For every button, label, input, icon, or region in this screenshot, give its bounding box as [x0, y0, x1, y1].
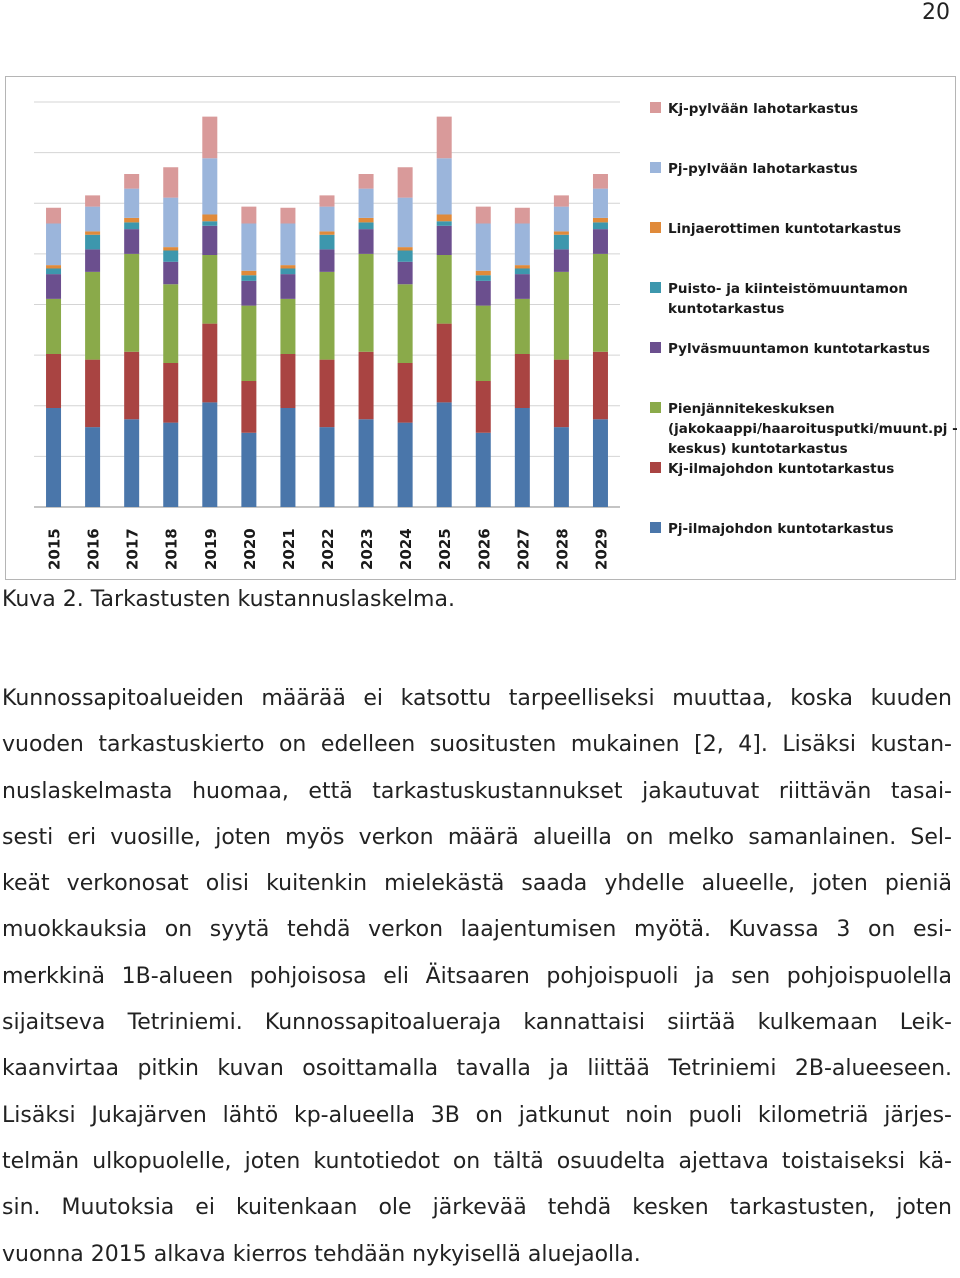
bar-segment	[593, 218, 608, 223]
bar-segment	[241, 281, 256, 306]
legend-label: Linjaerottimen kuntotarkastus	[668, 221, 902, 237]
bar-segment	[124, 189, 139, 218]
bar-segment	[593, 222, 608, 229]
bar-segment	[124, 352, 139, 420]
bar-segment	[476, 381, 491, 433]
bar-segment	[202, 117, 217, 159]
bar-segment	[163, 423, 178, 507]
bar-segment	[46, 408, 61, 507]
bar-segment	[202, 221, 217, 226]
bar-segment	[437, 255, 452, 324]
bar-segment	[320, 249, 335, 272]
legend-swatch	[650, 222, 661, 233]
paragraph-line: vuoden tarkastuskierto on edelleen suositusten mukainen [2, 4]. Lisäksi kustan-	[2, 732, 952, 758]
bar-segment	[554, 231, 569, 234]
bar-segment	[554, 235, 569, 250]
bar-segment	[163, 284, 178, 363]
bar-segment	[46, 269, 61, 275]
bar-segment	[85, 235, 100, 250]
bar-segment	[437, 158, 452, 214]
bar-segment	[515, 408, 530, 507]
x-tick-label: 2024	[397, 528, 416, 570]
paragraph-line: merkkinä 1B-alueen pohjoisosa eli Äitsaaren pohjoispuoli ja sen pohjoispuolella	[2, 963, 952, 989]
legend-label: Pj-pylvään lahotarkastus	[668, 161, 858, 177]
x-tick-label: 2022	[319, 528, 337, 570]
bar-segment	[202, 324, 217, 403]
body-paragraph	[2, 676, 952, 1278]
bar-segment	[515, 299, 530, 354]
bar-segment	[85, 427, 100, 507]
legend-swatch	[650, 162, 661, 173]
bar-segment	[163, 262, 178, 285]
bar-segment	[437, 226, 452, 255]
bar-segment	[515, 224, 530, 266]
bar-segment	[46, 354, 61, 408]
bar-segment	[202, 255, 217, 324]
x-tick-label: 2015	[45, 528, 64, 570]
bar-segment	[320, 360, 335, 428]
bar-segment	[398, 363, 413, 423]
paragraph-line: nuslaskelmasta huomaa, että tarkastuskustannukset jakautuvat riittävän tasai-	[2, 778, 952, 804]
bar-segment	[398, 423, 413, 507]
bar-segment	[398, 198, 413, 248]
bar-segment	[124, 229, 139, 254]
bar-segment	[320, 427, 335, 507]
bar-segment	[85, 272, 100, 360]
bar-segment	[163, 251, 178, 262]
bar-segment	[280, 208, 295, 224]
paragraph-line: Kunnossapitoalueiden määrää ei katsottu tarpeelliseksi muuttaa, koska kuuden	[2, 686, 952, 711]
bar-segment	[593, 352, 608, 420]
bar-segment	[359, 189, 374, 218]
bar-segment	[163, 167, 178, 197]
legend-label: Kj-pylvään lahotarkastus	[668, 101, 859, 117]
bar-segment	[241, 207, 256, 224]
legend-swatch	[650, 282, 661, 293]
bar-segment	[85, 360, 100, 428]
bar-segment	[515, 274, 530, 299]
x-tick-label: 2028	[553, 528, 572, 570]
bar-segment	[476, 224, 491, 271]
paragraph-line: sin. Muutoksia ei kuitenkaan ole järkevää tehdä kesken tarkastusten, joten	[2, 1195, 952, 1221]
legend-swatch	[650, 342, 661, 353]
paragraph-line: sijaitseva Tetriniemi. Kunnossapitoalueraja kannattaisi siirtää kulkemaan Leik-	[2, 1010, 952, 1036]
bar-segment	[320, 207, 335, 232]
bar-segment	[554, 427, 569, 507]
bar-segment	[163, 247, 178, 250]
bar-segment	[280, 269, 295, 275]
bar-segment	[437, 324, 452, 403]
bar-segment	[554, 195, 569, 206]
chart-figure	[5, 76, 956, 580]
x-tick-label: 2025	[436, 528, 455, 570]
bar-segment	[320, 272, 335, 360]
bar-segment	[593, 229, 608, 254]
x-tick-label: 2017	[123, 528, 142, 570]
bar-segment	[202, 402, 217, 507]
bar-segment	[163, 363, 178, 423]
bar-segment	[515, 208, 530, 224]
bar-segment	[515, 269, 530, 275]
bar-segment	[437, 221, 452, 226]
legend-swatch	[650, 402, 661, 413]
legend-label: Pienjännitekeskuksen (jakokaappi/haaroitusputki/muunt.pj -keskus) kuntotarkastus	[668, 401, 958, 457]
x-tick-label: 2027	[514, 528, 533, 570]
bar-segment	[320, 235, 335, 250]
bar-segment	[46, 265, 61, 268]
bar-segment	[85, 249, 100, 272]
bar-segment	[124, 254, 139, 352]
x-tick-label: 2029	[592, 528, 611, 570]
bar-segment	[554, 249, 569, 272]
bar-segment	[46, 274, 61, 299]
bar-segment	[320, 195, 335, 206]
bar-segment	[593, 174, 608, 189]
bar-segment	[359, 174, 374, 189]
bar-segment	[476, 275, 491, 281]
legend-label: Pylväsmuuntamon kuntotarkastus	[668, 341, 931, 357]
bar-segment	[515, 354, 530, 408]
legend-item	[650, 399, 958, 459]
bar-segment	[202, 215, 217, 222]
bar-segment	[241, 275, 256, 281]
bar-segment	[593, 419, 608, 507]
bar-segment	[476, 306, 491, 381]
legend-label: Puisto- ja kiinteistömuuntamon kuntotarkastus	[668, 281, 908, 317]
x-tick-label: 2020	[240, 528, 259, 570]
bar-segment	[46, 299, 61, 354]
bar-segment	[241, 381, 256, 433]
bar-segment	[593, 189, 608, 218]
figure-caption: Kuva 2. Tarkastusten kustannuslaskelma.	[2, 587, 455, 612]
legend-swatch	[650, 102, 661, 113]
bar-segment	[476, 207, 491, 224]
legend-item	[650, 519, 958, 539]
bar-segment	[359, 222, 374, 229]
legend-item	[650, 219, 958, 239]
bar-segment	[554, 360, 569, 428]
bar-segment	[437, 402, 452, 507]
bar-segment	[437, 117, 452, 159]
legend-swatch	[650, 522, 661, 533]
x-tick-label: 2016	[84, 528, 103, 570]
bar-segment	[46, 208, 61, 224]
bar-segment	[554, 272, 569, 360]
bar-segment	[359, 254, 374, 352]
legend-item	[650, 279, 958, 319]
bar-segment	[280, 224, 295, 266]
x-tick-label: 2026	[475, 528, 494, 570]
page-number: 20	[922, 0, 950, 25]
paragraph-line: muokkauksia on syytä tehdä verkon laajentumisen myötä. Kuvassa 3 on esi-	[2, 917, 952, 943]
bar-segment	[124, 218, 139, 223]
bar-segment	[124, 222, 139, 229]
bar-segment	[280, 299, 295, 354]
bar-segment	[124, 174, 139, 189]
bar-segment	[280, 354, 295, 408]
paragraph-line: kaanvirtaa pitkin kuvan osoittamalla tavalla ja liittää Tetriniemi 2B-alueeseen.	[2, 1056, 952, 1082]
bar-segment	[202, 226, 217, 255]
bar-segment	[280, 408, 295, 507]
bar-segment	[359, 419, 374, 507]
bar-segment	[124, 419, 139, 507]
bar-segment	[241, 271, 256, 276]
bar-segment	[320, 231, 335, 234]
bar-segment	[85, 207, 100, 232]
bar-segment	[515, 265, 530, 268]
bar-segment	[398, 247, 413, 250]
chart-legend	[650, 77, 958, 581]
legend-label: Kj-ilmajohdon kuntotarkastus	[668, 461, 895, 477]
bar-segment	[554, 207, 569, 232]
paragraph-line: vuonna 2015 alkava kierros tehdään nykyisellä aluejaolla.	[2, 1241, 641, 1267]
bar-segment	[359, 218, 374, 223]
paragraph-line: Lisäksi Jukajärven lähtö kp-alueella 3B on jatkunut noin puoli kilometriä järjes-	[2, 1102, 952, 1128]
legend-swatch	[650, 462, 661, 473]
bar-segment	[437, 215, 452, 222]
bar-segment	[476, 281, 491, 306]
bar-segment	[241, 433, 256, 507]
legend-item	[650, 459, 958, 479]
legend-item	[650, 339, 958, 359]
bar-segment	[85, 195, 100, 206]
bar-segment	[46, 224, 61, 266]
bar-segment	[359, 352, 374, 420]
bar-segment	[398, 167, 413, 197]
bar-segment	[398, 284, 413, 363]
bar-segment	[359, 229, 374, 254]
bar-segment	[398, 251, 413, 262]
bar-segment	[241, 306, 256, 381]
bar-segment	[476, 271, 491, 276]
bar-segment	[241, 224, 256, 271]
bar-segment	[398, 262, 413, 285]
x-tick-label: 2018	[162, 528, 181, 570]
paragraph-line: keät verkonosat olisi kuitenkin mielekästä saada yhdelle alueelle, joten pieniä	[2, 871, 952, 897]
legend-item	[650, 99, 958, 119]
bar-segment	[85, 231, 100, 234]
paragraph-line: sesti eri vuosille, joten myös verkon määrä alueilla on melko samanlainen. Sel-	[2, 824, 952, 850]
legend-label: Pj-ilmajohdon kuntotarkastus	[668, 521, 894, 537]
bar-segment	[280, 274, 295, 299]
legend-item	[650, 159, 958, 179]
bar-segment	[280, 265, 295, 268]
bar-segment	[593, 254, 608, 352]
x-tick-label: 2019	[201, 528, 220, 570]
bar-segment	[202, 158, 217, 214]
bar-segment	[476, 433, 491, 507]
paragraph-line: telmän ulkopuolelle, joten kuntotiedot on tältä osuudelta ajettava toistaiseksi kä-	[2, 1148, 952, 1174]
x-tick-label: 2023	[358, 528, 377, 570]
bar-segment	[163, 198, 178, 248]
x-tick-label: 2021	[279, 528, 298, 570]
